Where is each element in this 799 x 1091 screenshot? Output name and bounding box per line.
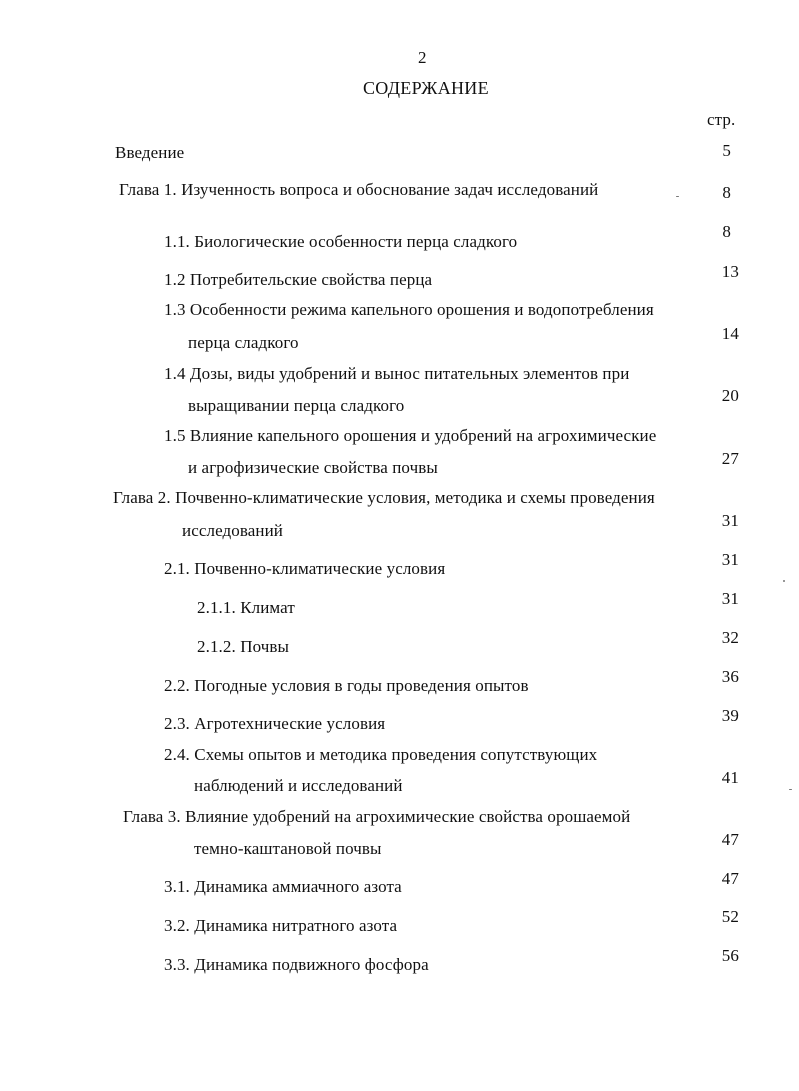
- toc-entry-page: 39: [721, 706, 739, 725]
- toc-entry-text: 3.3. Динамика подвижного фосфора: [164, 955, 429, 974]
- toc-entry-text: 2.2. Погодные условия в годы проведения опытов: [164, 676, 529, 695]
- toc-entry-page: 31: [721, 589, 739, 608]
- toc-entry-text: темно-каштановой почвы: [194, 839, 382, 858]
- toc-entry-page: 47: [721, 869, 739, 888]
- scan-speck: [789, 789, 792, 790]
- toc-entry-page: 41: [721, 768, 739, 787]
- toc-entry-text: 1.1. Биологические особенности перца сладкого: [164, 232, 518, 251]
- toc-entry-text: 1.3 Особенности режима капельного орошения и водопотребления: [164, 300, 654, 319]
- page-number: 2: [418, 48, 427, 67]
- toc-entry-text: 3.2. Динамика нитратного азота: [164, 916, 398, 935]
- page-column-label: стр.: [707, 110, 736, 129]
- toc-entry-text: Глава 2. Почвенно-климатические условия, методика и схемы проведения: [113, 488, 655, 507]
- toc-entry-text: 2.1.2. Почвы: [197, 637, 290, 656]
- toc-entry-page: 14: [721, 324, 739, 343]
- toc-entry-text: 3.1. Динамика аммиачного азота: [164, 877, 402, 896]
- toc-entry-page: 27: [721, 449, 739, 468]
- toc-entry-text: выращивании перца сладкого: [188, 396, 405, 415]
- toc-entry-page: 31: [721, 511, 739, 530]
- toc-entry-page: 8: [722, 183, 731, 202]
- toc-entry-page: 31: [721, 550, 739, 569]
- toc-entry-text: и агрофизические свойства почвы: [188, 458, 438, 477]
- toc-entry-page: 36: [721, 667, 739, 686]
- toc-entry-page: 56: [721, 946, 739, 965]
- toc-entry-text: 1.2 Потребительские свойства перца: [164, 270, 433, 289]
- toc-entry-text: 2.3. Агротехнические условия: [164, 714, 386, 733]
- toc-entry-text: Введение: [115, 143, 185, 162]
- scan-speck: [783, 580, 785, 582]
- toc-entry-text: 1.4 Дозы, виды удобрений и вынос питательных элементов при: [164, 364, 630, 383]
- toc-entry-page: 20: [721, 386, 739, 405]
- toc-entry-text: 1.5 Влияние капельного орошения и удобрений на агрохимические: [164, 426, 657, 445]
- toc-entry-text: Глава 1. Изученность вопроса и обоснование задач исследований: [119, 180, 599, 199]
- toc-entry-text: 2.1. Почвенно-климатические условия: [164, 559, 446, 578]
- page-title: СОДЕРЖАНИЕ: [363, 78, 489, 98]
- toc-entry-page: 13: [721, 262, 739, 281]
- toc-entry-page: 32: [721, 628, 739, 647]
- toc-entry-text: 2.4. Схемы опытов и методика проведения сопутствующих: [164, 745, 598, 764]
- toc-entry-text: 2.1.1. Климат: [197, 598, 295, 617]
- toc-entry-page: 5: [722, 141, 731, 160]
- toc-entry-page: 47: [721, 830, 739, 849]
- toc-entry-text: исследований: [182, 521, 283, 540]
- toc-entry-text: наблюдений и исследований: [194, 776, 403, 795]
- toc-entry-text: Глава 3. Влияние удобрений на агрохимические свойства орошаемой: [123, 807, 631, 826]
- scan-speck: [676, 196, 679, 197]
- toc-entry-page: 8: [722, 222, 731, 241]
- toc-entry-text: перца сладкого: [188, 333, 299, 352]
- toc-entry-page: 52: [721, 907, 739, 926]
